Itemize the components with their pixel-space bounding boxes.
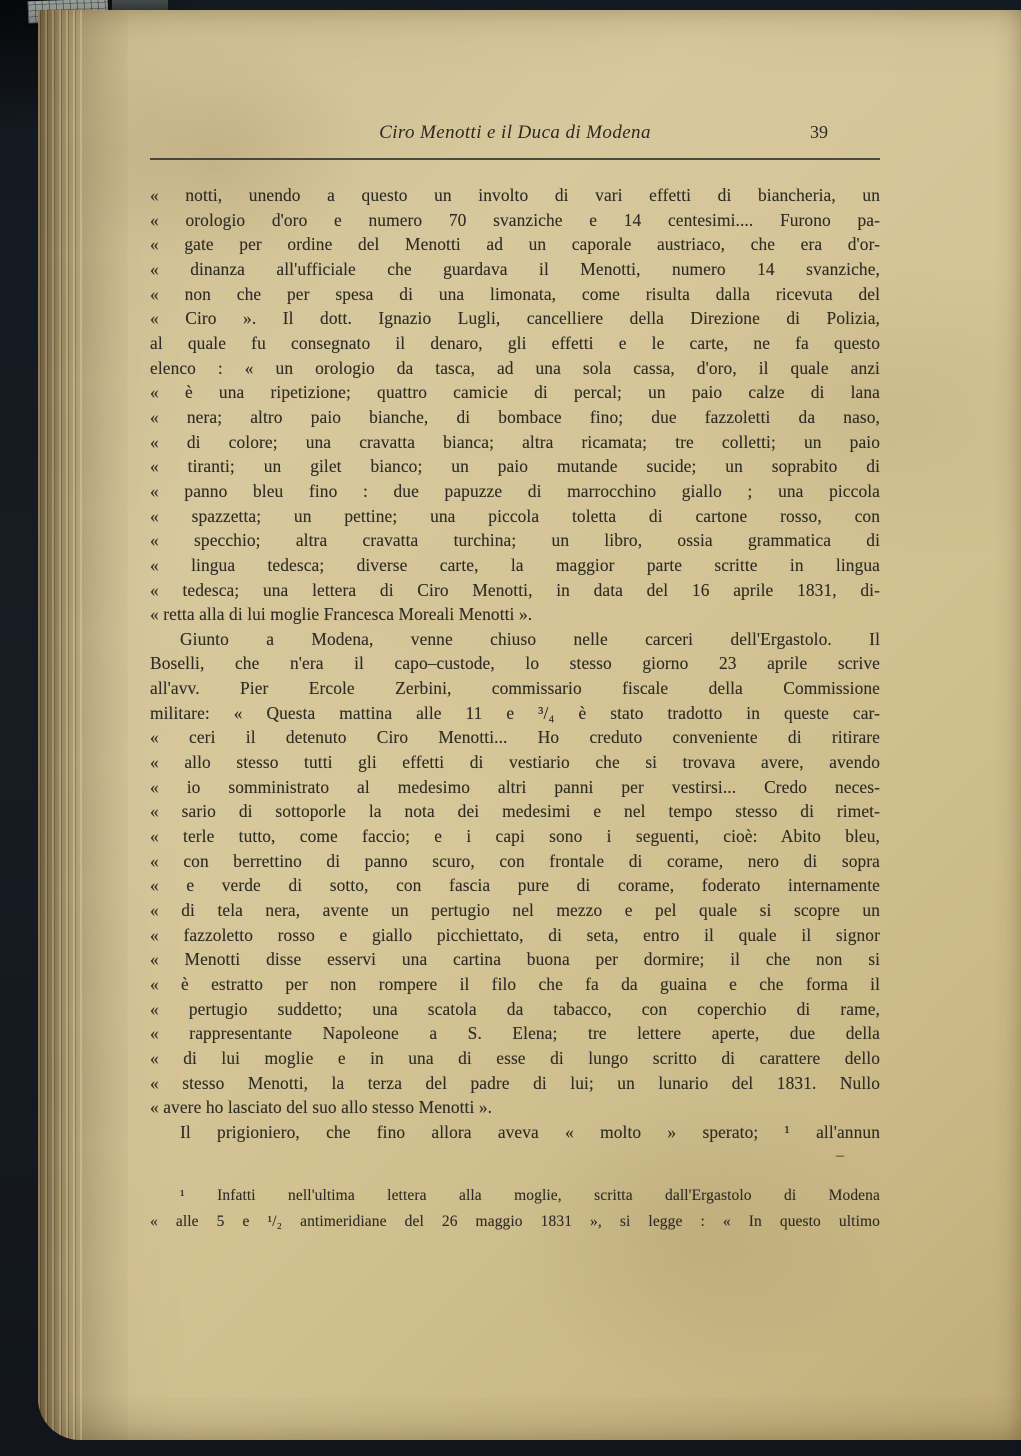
text-line: « gate per ordine del Menotti ad un caporale austriaco, che era d'or- [150, 234, 880, 255]
text-line: « pertugio suddetto; una scatola da tabacco, con coperchio di rame, [150, 998, 880, 1019]
text-line: « ceri il detenuto Ciro Menotti... Ho creduto conveniente di ritirare [150, 727, 880, 748]
text-line: « terle tutto, come faccio; e i capi sono i seguenti, cioè: Abito bleu, [150, 826, 880, 847]
text-line: « Ciro ». Il dott. Ignazio Lugli, cancelliere della Direzione di Polizia, [150, 308, 880, 329]
text-line: « avere ho lasciato del suo allo stesso Menotti ». [150, 1097, 493, 1118]
text-line: « Menotti disse esservi una cartina buona per dormire; il che non si [150, 949, 880, 970]
text-line: « di lui moglie e in una di esse di lungo scritto di carattere dello [150, 1047, 880, 1068]
text-line: « rappresentante Napoleone a S. Elena; tre lettere aperte, due della [150, 1023, 880, 1044]
text-line: « retta alla di lui moglie Francesca Moreali Menotti ». [150, 604, 533, 625]
text-line: « di colore; una cravatta bianca; altra ricamata; tre colletti; un paio [150, 431, 880, 452]
text-line: Giunto a Modena, venne chiuso nelle carceri dell'Ergastolo. Il [180, 628, 880, 649]
running-title: Ciro Menotti e il Duca di Modena [379, 122, 651, 143]
text-line: ¹ Infatti nell'ultima lettera alla moglie, scritta dall'Ergastolo di Modena [180, 1186, 880, 1204]
text-line: « orologio d'oro e numero 70 svanziche e 14 centesimi.... Furono pa- [150, 209, 880, 230]
text-line: « con berrettino di panno scuro, con frontale di corame, nero di sopra [150, 850, 880, 871]
text-line: « lingua tedesca; diverse carte, la maggior parte scritte in lingua [150, 554, 880, 575]
text-line: all'avv. Pier Ercole Zerbini, commissario fiscale della Commissione [150, 678, 880, 699]
text-line: « stesso Menotti, la terza del padre di lui; un lunario del 1831. Nullo [150, 1072, 880, 1093]
text-line: Boselli, che n'era il capo–custode, lo stesso giorno 23 aprile scrive [150, 653, 880, 674]
text-line: « tedesca; una lettera di Ciro Menotti, in data del 16 aprile 1831, di- [150, 579, 880, 600]
main-text [150, 183, 880, 1145]
page-header [150, 122, 880, 156]
text-line: « io somministrato al medesimo altri panni per vestirsi... Credo neces- [150, 776, 880, 797]
text-line: elenco : « un orologio da tasca, ad una sola cassa, d'oro, il quale anzi [150, 357, 880, 378]
text-line: « notti, unendo a questo un involto di vari effetti di biancheria, un [150, 185, 880, 205]
text-line: « panno bleu fino : due papuzze di marrocchino giallo ; una piccola [150, 480, 880, 501]
text-line: « non che per spesa di una limonata, come risulta dalla ricevuta del [150, 283, 880, 304]
text-line: « sario di sottoporle la nota dei medesimi e nel tempo stesso di rimet- [150, 801, 880, 822]
text-line: « spazzetta; un pettine; una piccola toletta di cartone rosso, con [150, 505, 880, 526]
text-line: « fazzoletto rosso e giallo picchiettato, di seta, entro il quale il signor [150, 924, 880, 945]
text-line: « è una ripetizione; quattro camicie di percal; un paio calze di lana [150, 382, 880, 403]
text-line: « specchio; altra cravatta turchina; un libro, ossia grammatica di [150, 530, 880, 551]
text-line: « tiranti; un gilet bianco; un paio mutande sucide; un soprabito di [150, 456, 880, 477]
hyphen-mark: – [836, 1146, 844, 1164]
book-page [38, 10, 1021, 1440]
footnote [150, 1183, 880, 1235]
header-rule [150, 158, 880, 160]
text-line: « e verde di sotto, con fascia pure di corame, foderato internamente [150, 875, 880, 896]
text-line: « di tela nera, avente un pertugio nel mezzo e pel quale si scopre un [150, 900, 880, 921]
page-content [150, 10, 880, 1235]
text-line: al quale fu consegnato il denaro, gli effetti e le carte, ne fa questo [150, 332, 880, 353]
text-line: militare: « Questa mattina alle 11 e ³/₄ è stato tradotto in queste car- [150, 702, 880, 723]
text-line: Il prigioniero, che fino allora aveva « molto » sperato; ¹ all'annun [180, 1121, 880, 1142]
text-line: « alle 5 e ¹/₂ antimeridiane del 26 maggio 1831 », si legge : « In questo ultimo [150, 1212, 880, 1230]
book-spine-page-edges [38, 10, 82, 1440]
text-line: « è estratto per non rompere il filo che fa da guaina e che forma il [150, 974, 880, 994]
page-number: 39 [810, 122, 828, 142]
text-line: « dinanza all'ufficiale che guardava il Menotti, numero 14 svanziche, [150, 258, 880, 279]
text-line: « nera; altro paio bianche, di bombace fino; due fazzoletti da naso, [150, 406, 880, 427]
text-line: « allo stesso tutti gli effetti di vestiario che si trovava avere, avendo [150, 752, 880, 773]
